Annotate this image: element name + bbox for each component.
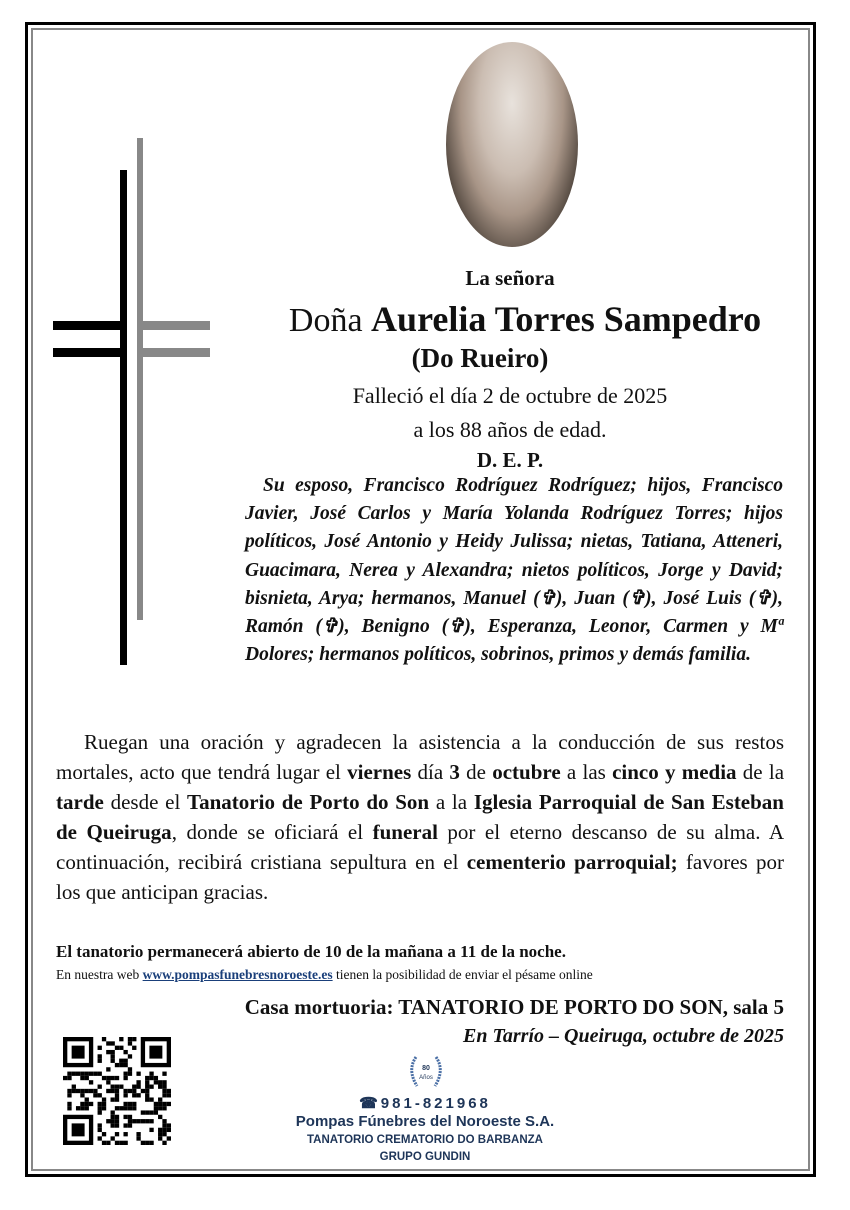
group-name: GRUPO GUNDIN: [379, 1151, 471, 1163]
service-text: de la: [736, 760, 785, 784]
phone-number: 981-821968: [380, 1095, 491, 1112]
svg-text:Años: Años: [419, 1075, 433, 1081]
service-text: , donde se oficiará el: [171, 820, 373, 844]
service-highlight: 3: [449, 760, 460, 784]
full-name: Aurelia Torres Sampedro: [371, 299, 762, 339]
anniversary-logo: [404, 1052, 448, 1092]
portrait-photo: [446, 42, 578, 247]
service-paragraph: [56, 727, 784, 907]
svg-text:80: 80: [422, 1065, 430, 1072]
age: a los 88 años de edad.: [413, 417, 607, 442]
phone: [240, 1094, 610, 1112]
deceased-name: [225, 298, 825, 340]
rip: D. E. P.: [476, 448, 544, 472]
service-highlight: funeral: [372, 820, 438, 844]
telephone-icon: ☎: [359, 1095, 381, 1112]
family-list: Su esposo, Francisco Rodríguez Rodríguez; hijos, Francisco Javier, José Carlos y María Yolanda Rodríguez Torres; hijos políticos, José Antonio y Heidy Julissa; nietas, Tatiana, Atteneri, Guacimara, Nerea y Alexandra; nietos políticos, Jorge y David; bisnieta, Arya; hermanos, Manuel (✞), Juan (✞), José Luis (✞), Ramón (✞), Benigno (✞), Esperanza, Leonor, Carmen y Mª Dolores; hermanos políticos, sobrinos, primos y demás familia.: [245, 475, 783, 666]
qr-code[interactable]: [63, 1037, 171, 1145]
service-highlight: viernes: [347, 760, 412, 784]
service-text: de: [459, 760, 493, 784]
service-highlight: octubre: [492, 760, 561, 784]
alias: (Do Rueiro): [411, 343, 549, 373]
opening-hours: El tanatorio permanecerá abierto de 10 de la mañana a 11 de la noche.: [56, 942, 566, 961]
website-link[interactable]: www.pompasfunebresnoroeste.es: [142, 967, 333, 982]
service-text: por el eterno descanso de su alma. A continuación, recibirá cristiana sepultura en el: [56, 820, 784, 874]
web-suffix: tienen la posibilidad de enviar el pésame online: [332, 967, 593, 982]
service-text: favores por los que anticipan gracias.: [56, 850, 785, 904]
service-highlight: Tanatorio de Porto do Son: [187, 790, 430, 814]
service-text: a la: [429, 790, 474, 814]
service-highlight: cementerio parroquial;: [466, 850, 678, 874]
tanatorio-name: TANATORIO CREMATORIO DO BARBANZA: [307, 1134, 543, 1146]
service-highlight: Iglesia Parroquial de San Esteban de Queiruga: [56, 790, 784, 844]
place-date: En Tarrío – Queiruga, octubre de 2025: [463, 1025, 784, 1047]
service-highlight: cinco y media: [612, 760, 737, 784]
company-name: Pompas Fúnebres del Noroeste S.A.: [295, 1113, 555, 1130]
web-notice: [56, 967, 593, 983]
service-text: a las: [560, 760, 613, 784]
web-prefix: En nuestra web: [56, 967, 143, 982]
service-text: desde el: [103, 790, 188, 814]
intro-text: La señora: [465, 266, 555, 290]
service-text: día: [411, 760, 450, 784]
service-text: Ruegan una oración y agradecen la asistencia a la conducción de sus restos mortales, acto que tendrá lugar el: [56, 730, 784, 784]
death-date: Falleció el día 2 de octubre de 2025: [352, 383, 668, 408]
honorific: Doña: [288, 302, 363, 339]
service-highlight: tarde: [56, 790, 104, 814]
casa-mortuoria: Casa mortuoria: TANATORIO DE PORTO DO SON, sala 5: [244, 995, 784, 1019]
